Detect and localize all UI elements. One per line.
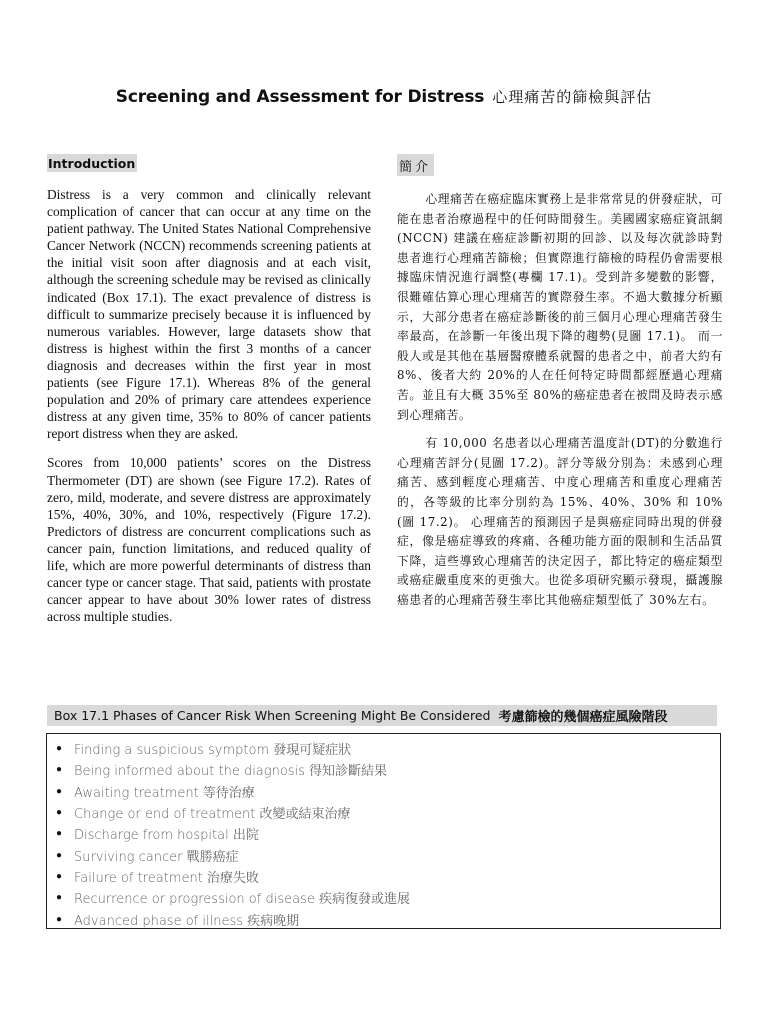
bullet-icon: ● [56, 785, 63, 797]
page-title-en: Screening and Assessment for Distress [115, 87, 485, 107]
list-item-text: Change or end of treatment 改變或結束治療 [74, 807, 351, 823]
box-title-zh: 考慮篩檢的幾個癌症風險階段 [498, 710, 668, 725]
list-item [47, 844, 720, 865]
list-item-text: Failure of treatment 治療失敗 [74, 870, 259, 886]
list-item [47, 887, 720, 908]
list-item [47, 781, 720, 802]
bullet-icon: ● [56, 849, 63, 861]
bullet-icon: ● [56, 743, 63, 755]
chinese-paragraph-2: 有 10,000 名患者以心理痛苦溫度計(DT)的分數進行心理痛苦評分(見圖 17.2)。評分等級分別為：未感到心理痛苦、感到輕度心理痛苦、中度心理痛苦和重度心理痛苦的，各等級的比率分別約為 15%、40%、30% 和 10%(圖 17.2)。 心理痛苦的預測因子是與癌症同時出現的併發症，像是癌症導致的疼痛、各種功能方面的限制和生活品質下降，這些導致心理痛苦的決定因子，都比特定的癌症類型或癌症嚴重度來的更強大。也從多項研究顯示發現，攝護腺癌患者的心理痛苦發生率比其他癌症類型低了 30%左右。 [397, 436, 723, 607]
box-title-en: Box 17.1 Phases of Cancer Risk When Screening Might Be Considered [54, 708, 491, 723]
list-item [47, 866, 720, 887]
chinese-column [397, 154, 723, 619]
bullet-icon: ● [56, 913, 63, 925]
list-item [47, 908, 720, 929]
risk-phases-list [46, 733, 721, 929]
english-column [47, 154, 371, 637]
english-paragraph-1: Distress is a very common and clinically relevant complication of cancer that can occur at any time on the patient pathway. The United States National Comprehensive Cancer Network (NCCN) recommends screening patients at the initial visit soon after diagnosis and at each visit, although the screening schedule may be revised as clinically indicated (Box 17.1). The exact prevalence of distress is difficult to summarize precisely because it is influenced by numerous variables. However, large datasets show that distress is highest within the first 3 months of a cancer diagnosis and decreases within the first year in most patients (see Figure 17.1). Whereas 8% of the general population and 20% of primary care attendees experience distress at any given time, 35% to 80% of cancer patients report distress when they are asked. [47, 187, 371, 442]
page-title [0, 86, 768, 107]
list-item [47, 823, 720, 844]
bullet-icon: ● [56, 892, 63, 904]
list-item-text: Advanced phase of illness 疾病晚期 [74, 913, 300, 929]
list-item [47, 802, 720, 823]
bullet-icon: ● [56, 870, 63, 882]
list-item [47, 738, 720, 759]
list-item [47, 759, 720, 780]
list-item-text: Finding a suspicious symptom 發現可疑症狀 [74, 743, 352, 759]
chinese-paragraph-1: 心理痛苦在癌症臨床實務上是非常常見的併發症狀，可能在患者治療過程中的任何時間發生。美國國家癌症資訊網(NCCN) 建議在癌症診斷初期的回診、以及每次就診時對患者進行心理痛苦篩檢；但實際進行篩檢的時程仍會需要根據臨床情況進行調整(專欄 17.1)。受到許多變數的影響，很難確估算心理心理痛苦的實際發生率。不過大數據分析顯示，大部分患者在癌症診斷後的前三個月心理心理痛苦發生率最高，在診斷一年後出現下降的趨勢(見圖 17.1)。 而一般人或是其他在基層醫療體系就醫的患者之中，前者大約有 8%、後者大約 20%的人在任何特定時間都經歷過心理痛苦。並且有大概 35%至 80%的癌症患者在被問及時表示感到心理痛苦。 [397, 192, 723, 422]
bullet-icon: ● [56, 807, 63, 819]
english-paragraph-2: Scores from 10,000 patients’ scores on the Distress Thermometer (DT) are shown (see Figure 17.2). Rates of zero, mild, moderate, and severe distress are approximately 15%, 40%, 30%, and 10%, respectively (Figure 17.2). Predictors of distress are concurrent complications such as cancer pain, function limitations, and reduced quality of life, which are more powerful determinants of distress than cancer type or cancer stage. That said, patients with prostate cancer appear to have about 30% lower rates of distress across multiple studies. [47, 455, 371, 625]
bullet-icon: ● [56, 828, 63, 840]
section-label-jianjie: 簡介 [397, 154, 434, 176]
list-item-text: Discharge from hospital 出院 [74, 828, 259, 844]
list-item-text: Awaiting treatment 等待治療 [74, 785, 255, 801]
box-title [47, 705, 717, 726]
list-item-text: Surviving cancer 戰勝癌症 [74, 849, 239, 865]
page-title-zh: 心理痛苦的篩檢與評估 [492, 88, 653, 106]
list-item-text: Being informed about the diagnosis 得知診斷結果 [74, 764, 388, 780]
list-item-text: Recurrence or progression of disease 疾病復發或進展 [74, 892, 410, 908]
section-label-introduction: Introduction [48, 156, 136, 171]
bullet-icon: ● [56, 764, 63, 776]
